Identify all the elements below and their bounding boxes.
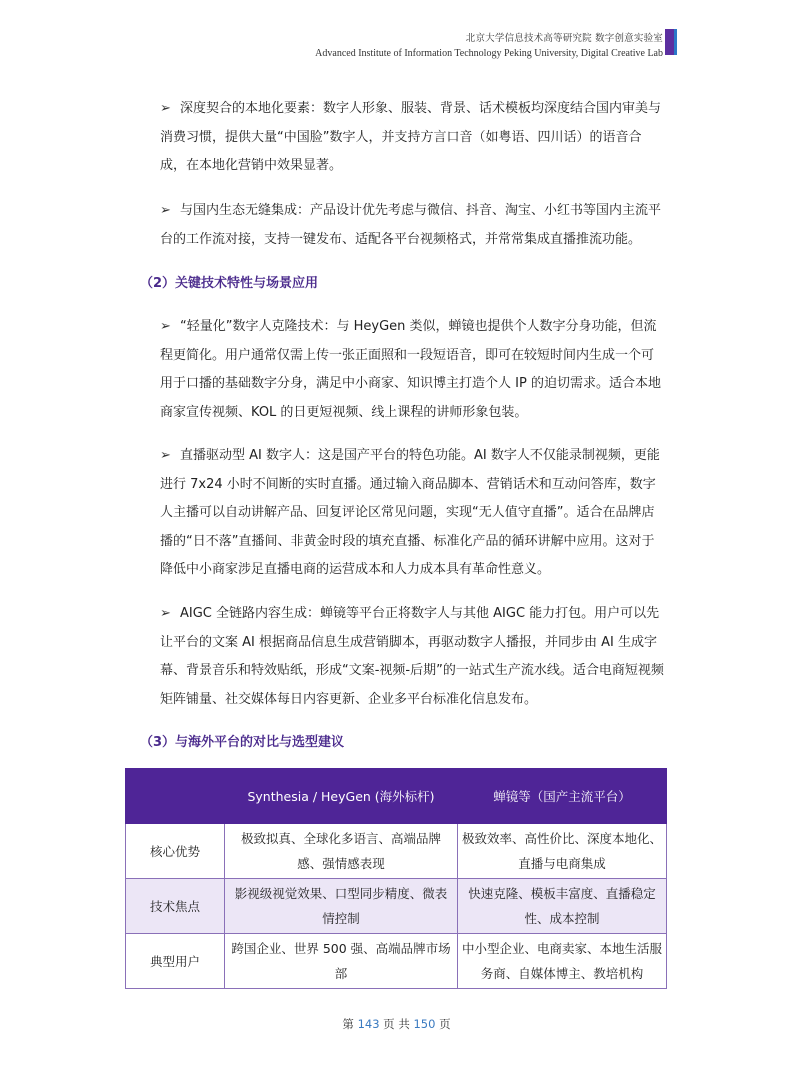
paragraph-text: 与国内生态无缝集成：产品设计优先考虑与微信、抖音、淘宝、小红书等国内主流平台的工作流对接，支持一键发布、适配各平台视频格式，并常常集成直播推流功能。 [160,203,662,247]
arrow-bullet-icon: ➢ [160,203,171,218]
section-title-3: （3）与海外平台的对比与选型建议 [140,735,345,750]
paragraph-cloning [160,313,665,427]
table-cell: 快速克隆、模板丰富度、直播稳定性、成本控制 [458,879,667,934]
table-cell: 跨国企业、世界 500 强、高端品牌市场部 [225,934,458,989]
brand-bar-icon [665,29,674,55]
paragraph-livestream [160,442,665,585]
paragraph-text: “轻量化”数字人克隆技术：与 HeyGen 类似，蝉镜也提供个人数字分身功能，但流程更简化。用户通常仅需上传一张正面照和一段短语音，即可在较短时间内生成一个可用于口播的基础数字分身，满足中小商家、知识博主打造个人 IP 的迫切需求。适合本地商家宣传视频、KOL 的日更短视频、线上课程的讲师形象包装。 [160,319,661,420]
current-page-number: 143 [357,1017,380,1031]
paragraph-localization [160,95,665,181]
paragraph-ecosystem [160,197,665,254]
table-header-cell [126,769,225,824]
table-row [126,824,667,879]
paragraph-aigc [160,600,665,714]
table-cell: 中小型企业、电商卖家、本地生活服务商、自媒体博主、教培机构 [458,934,667,989]
table-row-label: 核心优势 [126,824,225,879]
footer-suffix: 页 [435,1017,451,1031]
comparison-table [125,768,667,989]
table-row-label: 典型用户 [126,934,225,989]
table-cell: 极致拟真、全球化多语言、高端品牌感、强情感表现 [225,824,458,879]
footer-middle: 页 共 [379,1017,414,1031]
arrow-bullet-icon: ➢ [160,319,171,334]
table-header-cell: 蝉镜等（国产主流平台） [458,769,667,824]
arrow-bullet-icon: ➢ [160,448,171,463]
table-row [126,879,667,934]
table-row-label: 技术焦点 [126,879,225,934]
table-header-cell: Synthesia / HeyGen (海外标杆) [225,769,458,824]
page-footer [0,1016,793,1032]
section-title-2: （2）关键技术特性与场景应用 [140,276,319,291]
table-cell: 影视级视觉效果、口型同步精度、微表情控制 [225,879,458,934]
page-header [63,30,663,59]
table-cell: 极致效率、高性价比、深度本地化、直播与电商集成 [458,824,667,879]
footer-prefix: 第 [342,1017,358,1031]
total-page-number: 150 [413,1017,436,1031]
paragraph-text: 深度契合的本地化要素：数字人形象、服装、背景、话术模板均深度结合国内审美与消费习惯，提供大量“中国脸”数字人，并支持方言口音（如粤语、四川话）的语音合成，在本地化营销中效果显著。 [160,101,662,173]
header-cn-title: 北京大学信息技术高等研究院 数字创意实验室 [465,33,663,44]
table-row [126,934,667,989]
arrow-bullet-icon: ➢ [160,101,171,116]
paragraph-text: AIGC 全链路内容生成：蝉镜等平台正将数字人与其他 AIGC 能力打包。用户可以先让平台的文案 AI 根据商品信息生成营销脚本，再驱动数字人播报，并同步由 AI 生成字幕、背景音乐和特效贴纸，形成“文案-视频-后期”的一站式生产流水线。适合电商短视频矩阵铺量、社交媒体每日内容更新、企业多平台标准化信息发布。 [160,606,664,707]
table-header-row [126,769,667,824]
header-en-title: Advanced Institute of Information Technology Peking University, Digital Creative Lab [315,48,663,59]
arrow-bullet-icon: ➢ [160,606,171,621]
paragraph-text: 直播驱动型 AI 数字人：这是国产平台的特色功能。AI 数字人不仅能录制视频，更能进行 7x24 小时不间断的实时直播。通过输入商品脚本、营销话术和互动问答库，数字人主播可以自动讲解产品、回复评论区常见问题，实现“无人值守直播”。适合在品牌店播的“日不落”直播间、非黄金时段的填充直播、标准化产品的循环讲解中应用。这对于降低中小商家涉足直播电商的运营成本和人力成本具有革命性意义。 [160,448,660,577]
